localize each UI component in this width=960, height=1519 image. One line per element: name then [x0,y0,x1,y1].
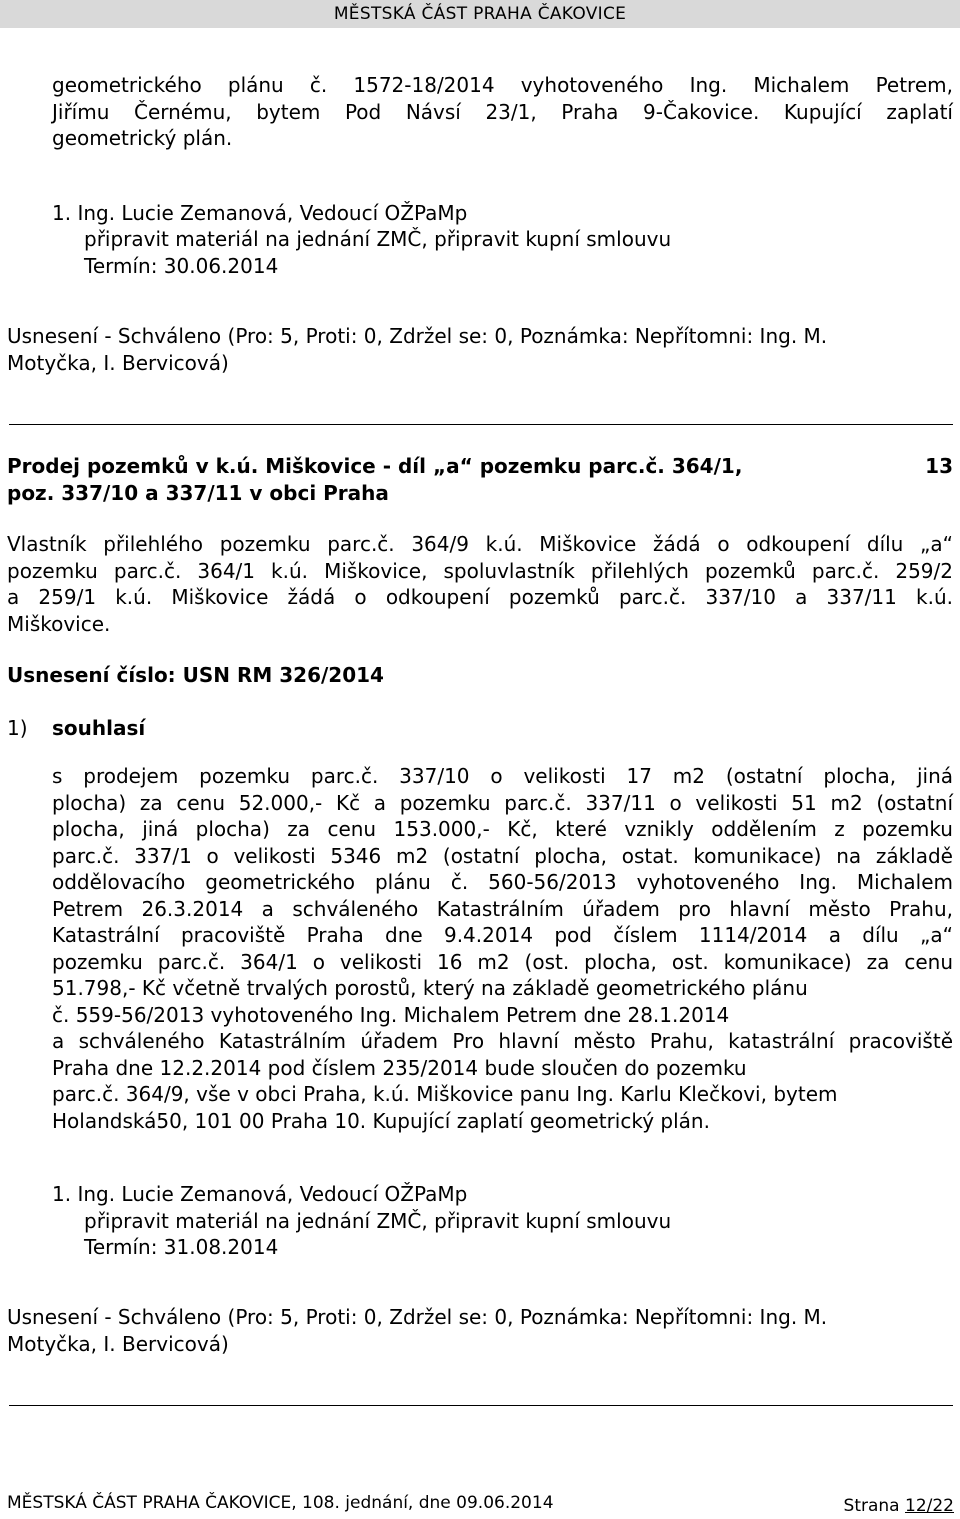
page-prefix: Strana [843,1496,900,1516]
body-line: parc.č. 337/1 o velikosti 5346 m2 (ostatní plocha, ostat. komunikace) na základě [52,843,953,868]
footer-meeting-info: MĚSTSKÁ ČÁST PRAHA ČAKOVICE, 108. jednání, dne 09.06.2014 [7,1493,554,1513]
text-line: geometrického plánu č. 1572-18/2014 vyhotoveného Ing. Michalem Petrem, [52,73,953,97]
resolution-line: Usnesení - Schváleno (Pro: 5, Proti: 0, Zdržel se: 0, Poznámka: Nepřítomni: Ing. M. [7,1305,828,1329]
prev-item-text [52,72,953,152]
prev-task-deadline: Termín: 30.06.2014 [84,254,279,278]
item-intro [7,531,953,637]
footer-page-number [844,1496,954,1516]
text-line: Jiřímu Černému, bytem Pod Návsí 23/1, Praha 9-Čakovice. Kupující zaplatí [52,99,953,124]
intro-line: pozemku parc.č. 364/1 k.ú. Miškovice, spoluvlastník přilehlých pozemků parc.č. 259/2 [7,558,953,583]
task-deadline: Termín: 31.08.2014 [84,1235,279,1259]
resolution-number: Usnesení číslo: USN RM 326/2014 [7,663,384,687]
prev-task-action: připravit materiál na jednání ZMČ, připravit kupní smlouvu [84,227,672,251]
task-action: připravit materiál na jednání ZMČ, připravit kupní smlouvu [84,1209,672,1233]
item-title [7,453,742,506]
separator-rule [9,1405,953,1406]
prev-task-responsible: 1. Ing. Lucie Zemanová, Vedoucí OŽPaMp [52,201,468,225]
item-title-line: poz. 337/10 a 337/11 v obci Praha [7,480,389,505]
point-label: 1) [7,716,28,740]
body-line: a schváleného Katastrálním úřadem Pro hlavní město Prahu, katastrální pracoviště [52,1029,953,1053]
point-verb: souhlasí [52,716,146,740]
body-line: pozemku parc.č. 364/1 o velikosti 16 m2 (ost. plocha, ost. komunikace) za cenu [52,949,953,974]
separator-rule [9,424,953,425]
body-line: plocha) za cenu 52.000,- Kč a pozemku parc.č. 337/11 o velikosti 51 m2 (ostatní [52,790,953,815]
body-line: Holandská50, 101 00 Praha 10. Kupující zaplatí geometrický plán. [52,1108,710,1133]
body-line: Katastrální pracoviště Praha dne 9.4.2014 pod číslem 1114/2014 a dílu „a“ [52,923,953,947]
intro-line: Miškovice. [7,611,111,636]
body-line: Praha dne 12.2.2014 pod číslem 235/2014 bude sloučen do pozemku [52,1055,747,1080]
body-line: plocha, jiná plocha) za cenu 153.000,- Kč, které vznikly oddělením z pozemku [52,817,953,841]
body-line: s prodejem pozemku parc.č. 337/10 o velikosti 17 m2 (ostatní plocha, jiná [52,764,953,788]
page-value: 12/22 [905,1496,954,1516]
intro-line: Vlastník přilehlého pozemku parc.č. 364/9 k.ú. Miškovice žádá o odkoupení dílu „a“ [7,532,953,556]
text-line: geometrický plán. [52,126,233,150]
prev-resolution [7,323,827,376]
item-body [52,763,953,1134]
body-line: parc.č. 364/9, vše v obci Praha, k.ú. Miškovice panu Ing. Karlu Klečkovi, bytem [52,1082,838,1106]
body-line: Petrem 26.3.2014 a schváleného Katastrálním úřadem pro hlavní město Prahu, [52,896,953,921]
resolution-line: Motyčka, I. Bervicová) [7,1331,229,1356]
task-responsible: 1. Ing. Lucie Zemanová, Vedoucí OŽPaMp [52,1182,468,1206]
resolution-line: Motyčka, I. Bervicová) [7,350,229,375]
header-title: MĚSTSKÁ ČÁST PRAHA ČAKOVICE [333,4,627,24]
body-line: oddělovacího geometrického plánu č. 560-56/2013 vyhotoveného Ing. Michalem [52,870,953,894]
item-number: 13 [925,454,953,478]
item-resolution [7,1304,827,1357]
resolution-line: Usnesení - Schváleno (Pro: 5, Proti: 0, Zdržel se: 0, Poznámka: Nepřítomni: Ing. M. [7,324,828,348]
intro-line: a 259/1 k.ú. Miškovice žádá o odkoupení pozemků parc.č. 337/10 a 337/11 k.ú. [7,585,953,609]
body-line: č. 559-56/2013 vyhotoveného Ing. Michalem Petrem dne 28.1.2014 [52,1002,730,1027]
item-title-line: Prodej pozemků v k.ú. Miškovice - díl „a“ pozemku parc.č. 364/1, [7,454,743,478]
body-line: 51.798,- Kč včetně trvalých porostů, který na základě geometrického plánu [52,976,808,1000]
